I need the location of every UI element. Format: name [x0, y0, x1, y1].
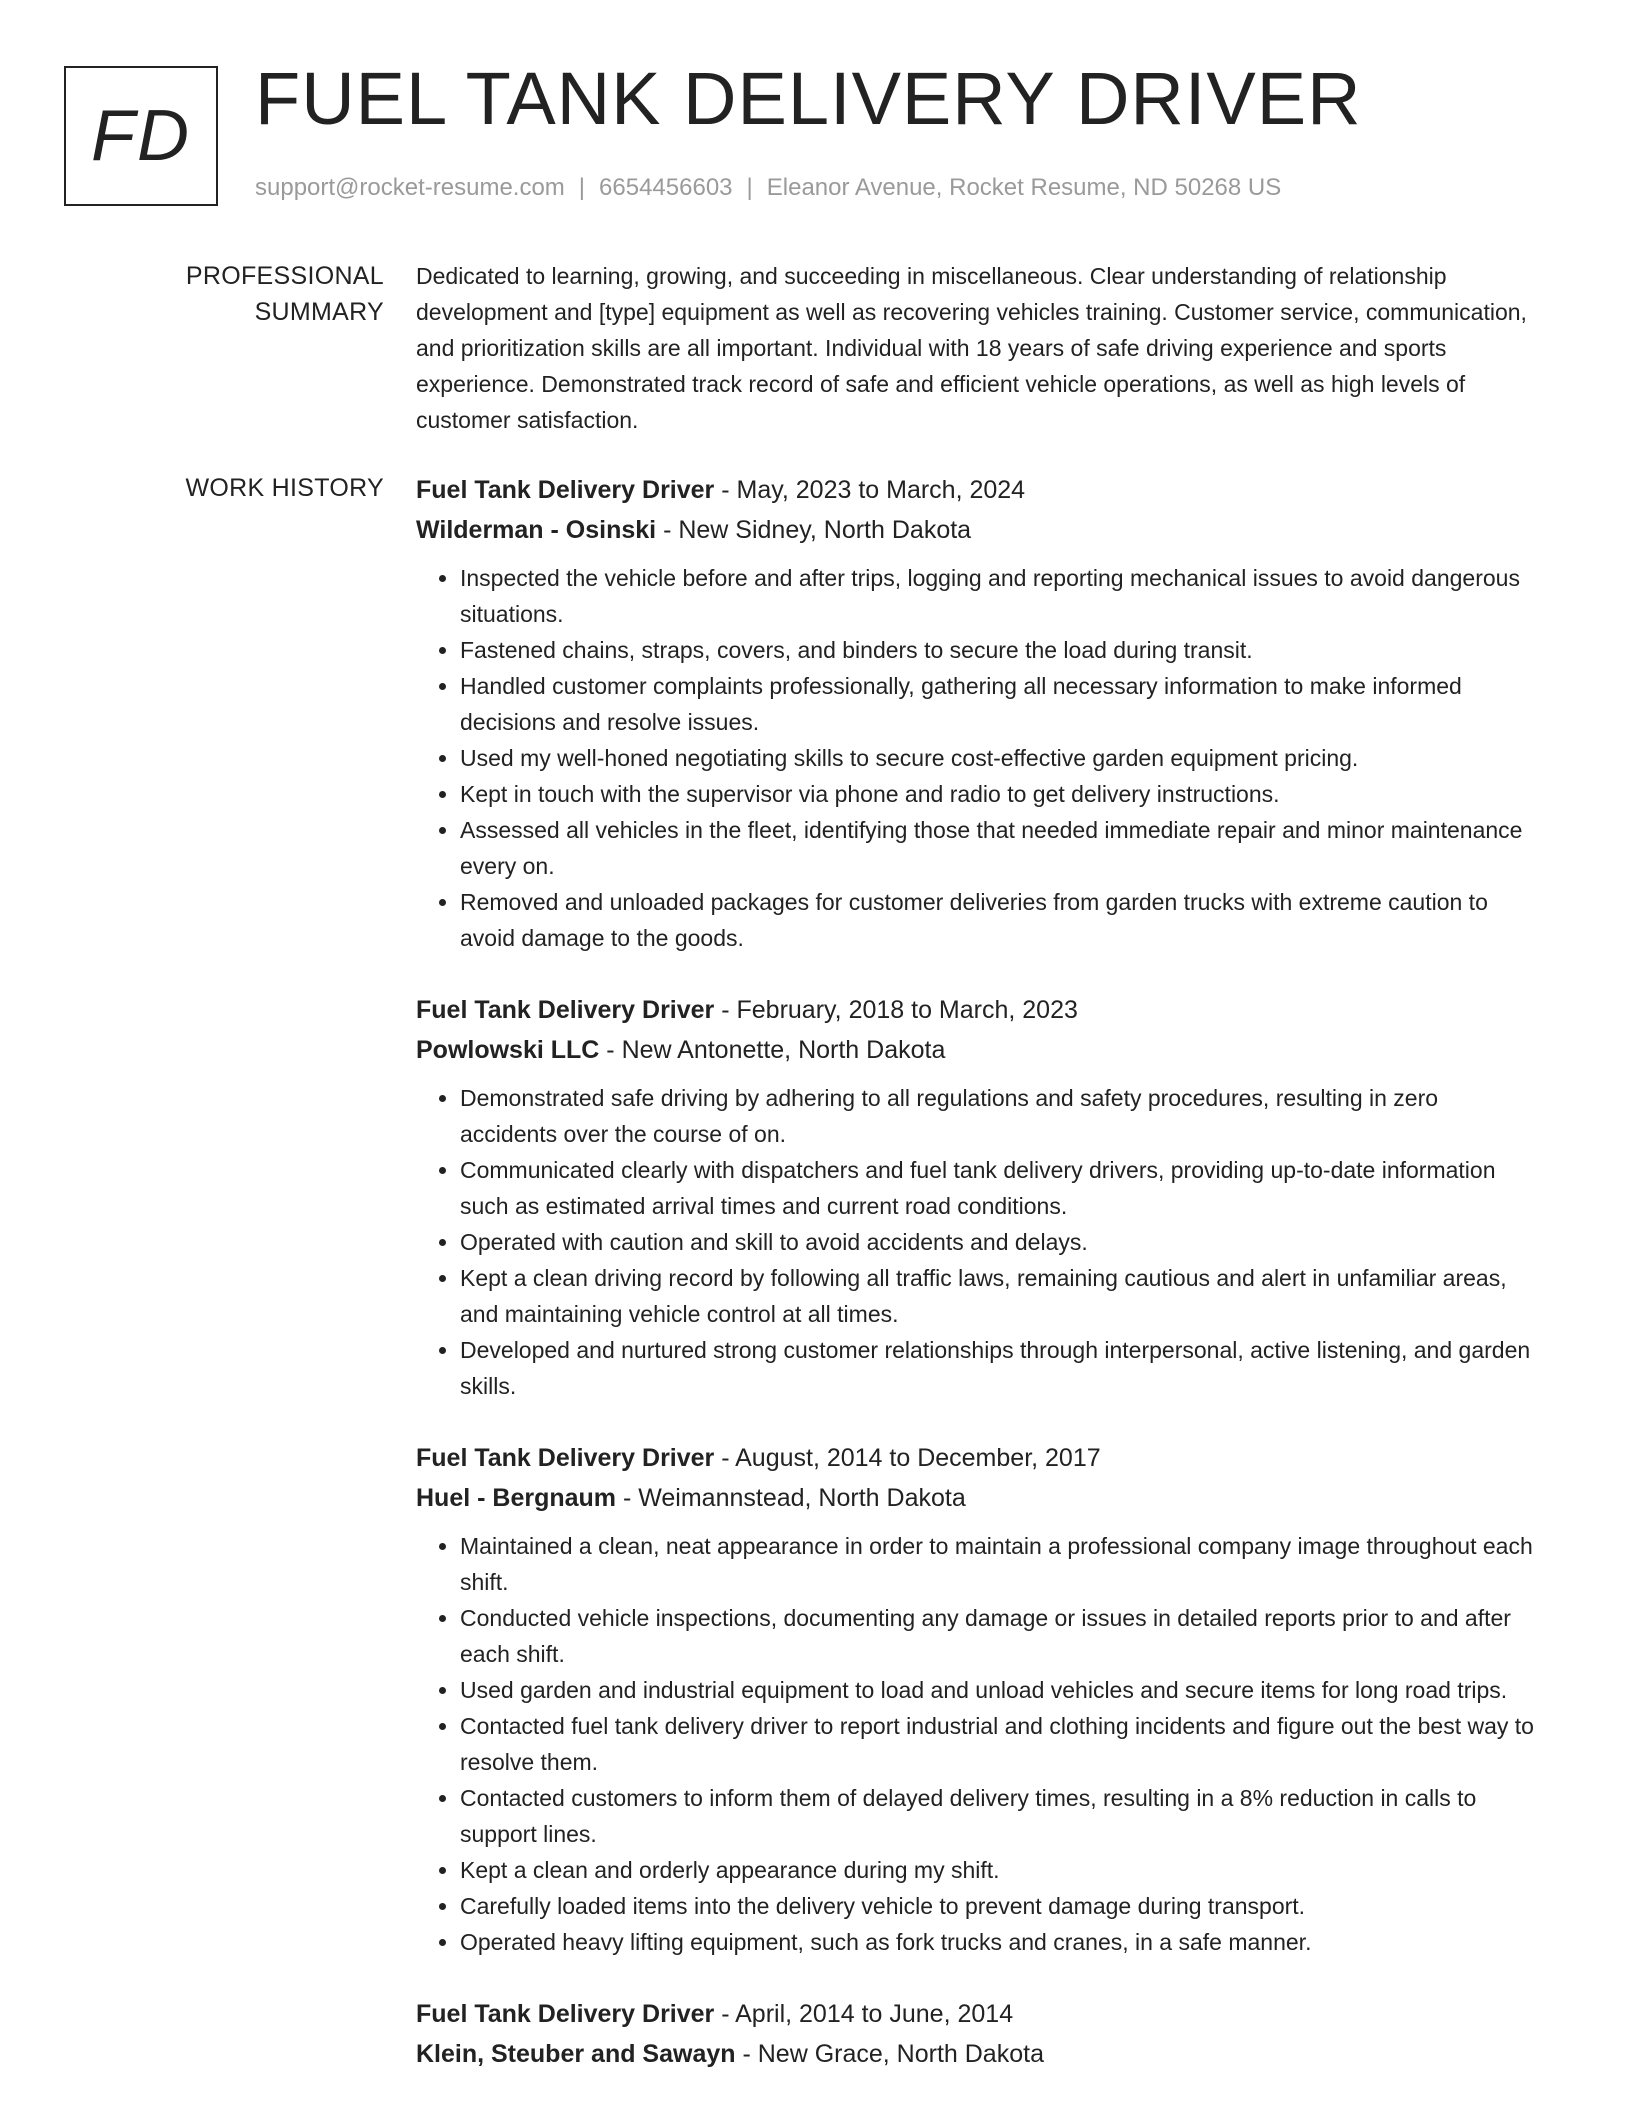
- job-bullet: • Inspected the vehicle before and after trips, logging and reporting mechanical issues to avoid dangerous situations.: [460, 560, 1538, 632]
- job-bullet: • Operated with caution and skill to avoid accidents and delays.: [460, 1224, 1538, 1260]
- contact-phone: 6654456603: [599, 174, 733, 201]
- work-history-heading: WORK HISTORY: [185, 474, 384, 502]
- job-bullet: • Removed and unloaded packages for customer deliveries from garden trucks with extreme caution to avoid damage to the goods.: [460, 884, 1538, 956]
- job-company: Huel - Bergnaum: [416, 1484, 617, 1512]
- job-bullet: • Communicated clearly with dispatchers and fuel tank delivery drivers, providing up-to-date information such as estimated arrival times and current road conditions.: [460, 1152, 1538, 1224]
- job-title: Fuel Tank Delivery Driver: [416, 996, 715, 1024]
- job-title-line: [416, 990, 1538, 1030]
- contact-separator: |: [578, 174, 586, 201]
- job-bullet: • Carefully loaded items into the delivery vehicle to prevent damage during transport.: [460, 1888, 1538, 1924]
- job-location: - New Antonette, North Dakota: [599, 1036, 946, 1064]
- job-entry: [416, 1438, 1538, 1960]
- job-bullet: • Used my well-honed negotiating skills to secure cost-effective garden equipment pricing.: [460, 740, 1538, 776]
- job-bullet: • Maintained a clean, neat appearance in order to maintain a professional company image throughout each shift.: [460, 1528, 1538, 1600]
- job-bullets: [416, 560, 1538, 956]
- job-bullet: • Operated heavy lifting equipment, such as fork trucks and cranes, in a safe manner.: [460, 1924, 1538, 1960]
- job-list: [416, 470, 1538, 2108]
- job-title-line: [416, 1994, 1538, 2034]
- job-company-line: [416, 1478, 1538, 1518]
- monogram-initials: FD: [91, 96, 191, 176]
- job-bullet: • Contacted customers to inform them of delayed delivery times, resulting in a 8% reduction in calls to support lines.: [460, 1780, 1538, 1852]
- job-location: - Weimannstead, North Dakota: [616, 1484, 966, 1512]
- job-title: Fuel Tank Delivery Driver: [416, 1444, 715, 1472]
- job-company-line: [416, 2034, 1538, 2074]
- job-bullet: • Fastened chains, straps, covers, and binders to secure the load during transit.: [460, 632, 1538, 668]
- job-company: Powlowski LLC: [416, 1036, 600, 1064]
- job-entry: [416, 470, 1538, 956]
- job-bullet: • Conducted vehicle inspections, documenting any damage or issues in detailed reports prior to and after each shift.: [460, 1600, 1538, 1672]
- monogram-badge: [64, 66, 218, 206]
- contact-email: support@rocket-resume.com: [255, 174, 565, 201]
- job-title-line: [416, 470, 1538, 510]
- job-company: Wilderman - Osinski: [416, 516, 657, 544]
- job-dates: - February, 2018 to March, 2023: [714, 996, 1078, 1024]
- job-bullet: • Demonstrated safe driving by adhering to all regulations and safety procedures, resulting in zero accidents over the course of on.: [460, 1080, 1538, 1152]
- job-bullet: • Handled customer complaints professionally, gathering all necessary information to make informed decisions and resolve issues.: [460, 668, 1538, 740]
- job-company-line: [416, 510, 1538, 550]
- job-bullet: • Used garden and industrial equipment to load and unload vehicles and secure items for long road trips.: [460, 1672, 1538, 1708]
- job-title: Fuel Tank Delivery Driver: [416, 476, 715, 504]
- job-bullets: [416, 1080, 1538, 1404]
- job-bullet: • Assessed all vehicles in the fleet, identifying those that needed immediate repair and minor maintenance every on.: [460, 812, 1538, 884]
- job-bullet: • Kept a clean driving record by following all traffic laws, remaining cautious and alert in unfamiliar areas, and maintaining vehicle control at all times.: [460, 1260, 1538, 1332]
- job-dates: - April, 2014 to June, 2014: [714, 2000, 1014, 2028]
- job-dates: - May, 2023 to March, 2024: [714, 476, 1026, 504]
- job-bullets: [416, 1528, 1538, 1960]
- job-title-line: [416, 1438, 1538, 1478]
- job-entry: [416, 1994, 1538, 2074]
- job-bullet: • Kept in touch with the supervisor via phone and radio to get delivery instructions.: [460, 776, 1538, 812]
- job-company: Klein, Steuber and Sawayn: [416, 2040, 736, 2068]
- job-location: - New Sidney, North Dakota: [656, 516, 972, 544]
- resume-title: FUEL TANK DELIVERY DRIVER: [255, 57, 1362, 140]
- work-history-section: [64, 470, 1570, 2108]
- contact-separator: |: [746, 174, 753, 201]
- summary-text: Dedicated to learning, growing, and succeeding in miscellaneous. Clear understanding of relationship development and [type] equipment as well as recovering vehicles training. Customer service, communication, and prioritization skills are all important. Individual with 18 years of safe driving experience and sports experience. Demonstrated track record of safe and efficient vehicle operations, as well as high levels of customer satisfaction.: [416, 263, 1527, 433]
- summary-heading: PROFESSIONAL SUMMARY: [185, 262, 384, 326]
- job-bullet: • Kept a clean and orderly appearance during my shift.: [460, 1852, 1538, 1888]
- contact-line: [255, 174, 1281, 202]
- contact-address: Eleanor Avenue, Rocket Resume, ND 50268 US: [766, 174, 1282, 201]
- summary-section: [64, 258, 1570, 438]
- job-bullet: • Developed and nurtured strong customer relationships through interpersonal, active listening, and garden skills.: [460, 1332, 1538, 1404]
- job-location: - New Grace, North Dakota: [735, 2040, 1044, 2068]
- job-entry: [416, 990, 1538, 1404]
- job-bullet: • Contacted fuel tank delivery driver to report industrial and clothing incidents and figure out the best way to resolve them.: [460, 1708, 1538, 1780]
- job-company-line: [416, 1030, 1538, 1070]
- job-title: Fuel Tank Delivery Driver: [416, 2000, 715, 2028]
- job-dates: - August, 2014 to December, 2017: [714, 1444, 1101, 1472]
